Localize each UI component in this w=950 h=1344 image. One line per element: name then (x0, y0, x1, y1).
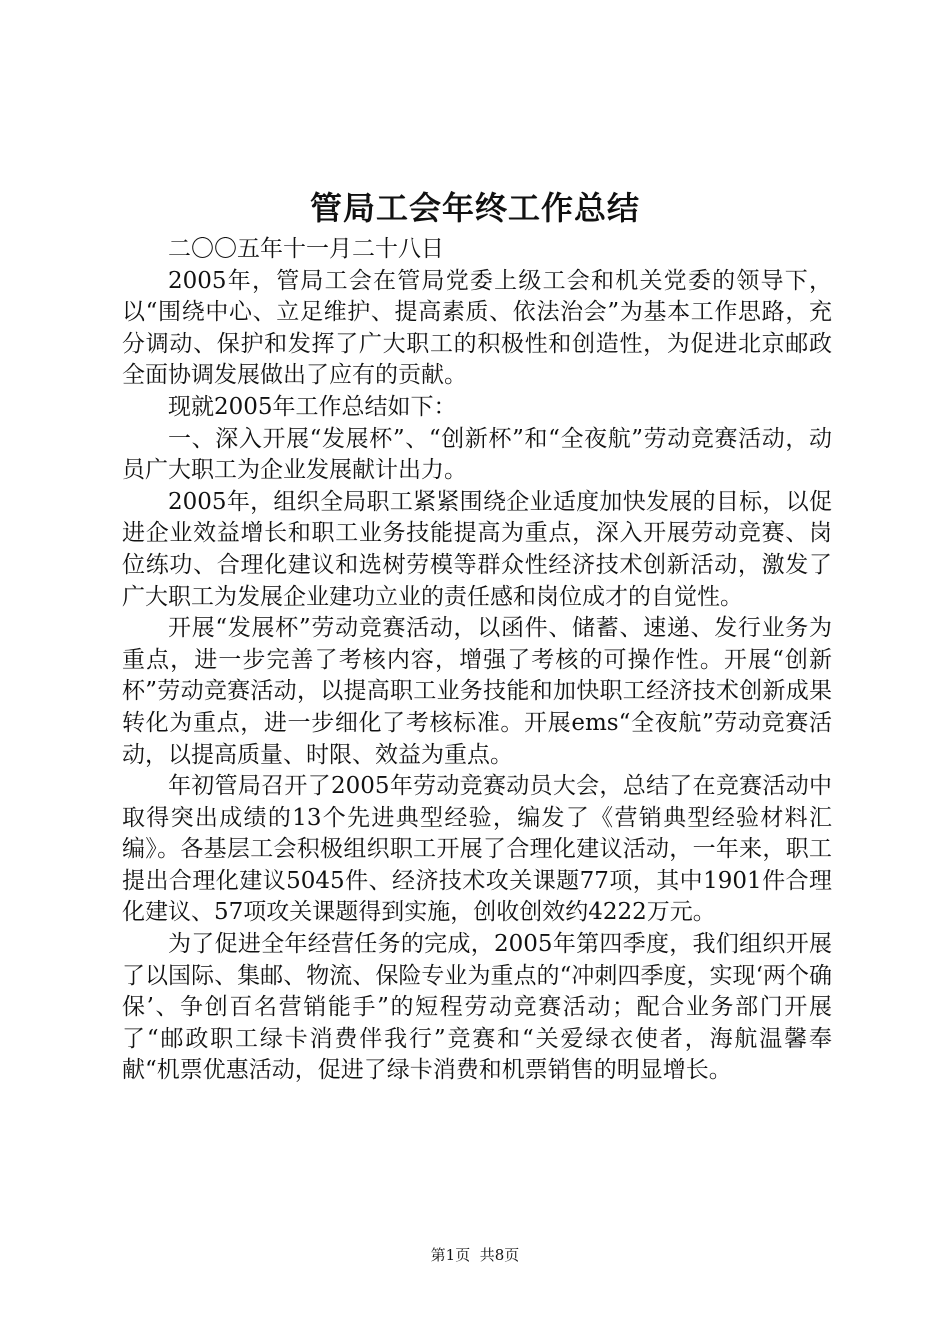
page-footer (0, 1245, 950, 1265)
paragraph: 现就2005年工作总结如下： (168, 393, 457, 420)
date-line: 二〇〇五年十一月二十八日 (168, 236, 444, 262)
paragraph: 2005年，组织全局职工紧紧围绕企业适度加快发展的目标，以促进企业效益增长和职工业务技能提高为重点，深入开展劳动竞赛、岗位练功、合理化建议和选树劳模等群众性经济技术创新活动，激发了广大职工为发展企业建功立业的责任感和岗位成才的自觉性。 (122, 488, 832, 610)
page-number: 第1页 (430, 1246, 471, 1264)
document-title: 管局工会年终工作总结 (309, 189, 640, 227)
section-heading: 一、深入开展“发展杯”、“创新杯”和“全夜航”劳动竞赛活动，动员广大职工为企业发展献计出力。 (122, 425, 832, 484)
paragraph: 开展“发展杯”劳动竞赛活动，以函件、储蓄、速递、发行业务为重点，进一步完善了考核内容，增强了考核的可操作性。开展“创新杯”劳动竞赛活动，以提高职工业务技能和加快职工经济技术创新成果转化为重点，进一步细化了考核标准。开展ems“全夜航”劳动竞赛活动，以提高质量、时限、效益为重点。 (122, 615, 832, 768)
paragraph: 2005年，管局工会在管局党委上级工会和机关党委的领导下，以“围绕中心、立足维护、提高素质、依法治会”为基本工作思路，充分调动、保护和发挥了广大职工的积极性和创造性，为促进北京邮政全面协调发展做出了应有的贡献。 (122, 267, 832, 389)
page-total: 共8页 (479, 1246, 520, 1264)
document-body (122, 234, 832, 1087)
paragraph: 为了促进全年经营任务的完成，2005年第四季度，我们组织开展了以国际、集邮、物流、保险专业为重点的“冲刺四季度，实现‘两个确保’、争创百名营销能手”的短程劳动竞赛活动；配合业务部门开展了“邮政职工绿卡消费伴我行”竞赛和“关爱绿衣使者，海航温馨奉献“机票优惠活动，促进了绿卡消费和机票销售的明显增长。 (122, 931, 832, 1084)
paragraph: 年初管局召开了2005年劳动竞赛动员大会，总结了在竞赛活动中取得突出成绩的13个先进典型经验，编发了《营销典型经验材料汇编》。各基层工会积极组织职工开展了合理化建议活动，一年来，职工提出合理化建议5045件、经济技术攻关课题77项，其中1901件合理化建议、57项攻关课题得到实施，创收创效约4222万元。 (122, 773, 832, 926)
